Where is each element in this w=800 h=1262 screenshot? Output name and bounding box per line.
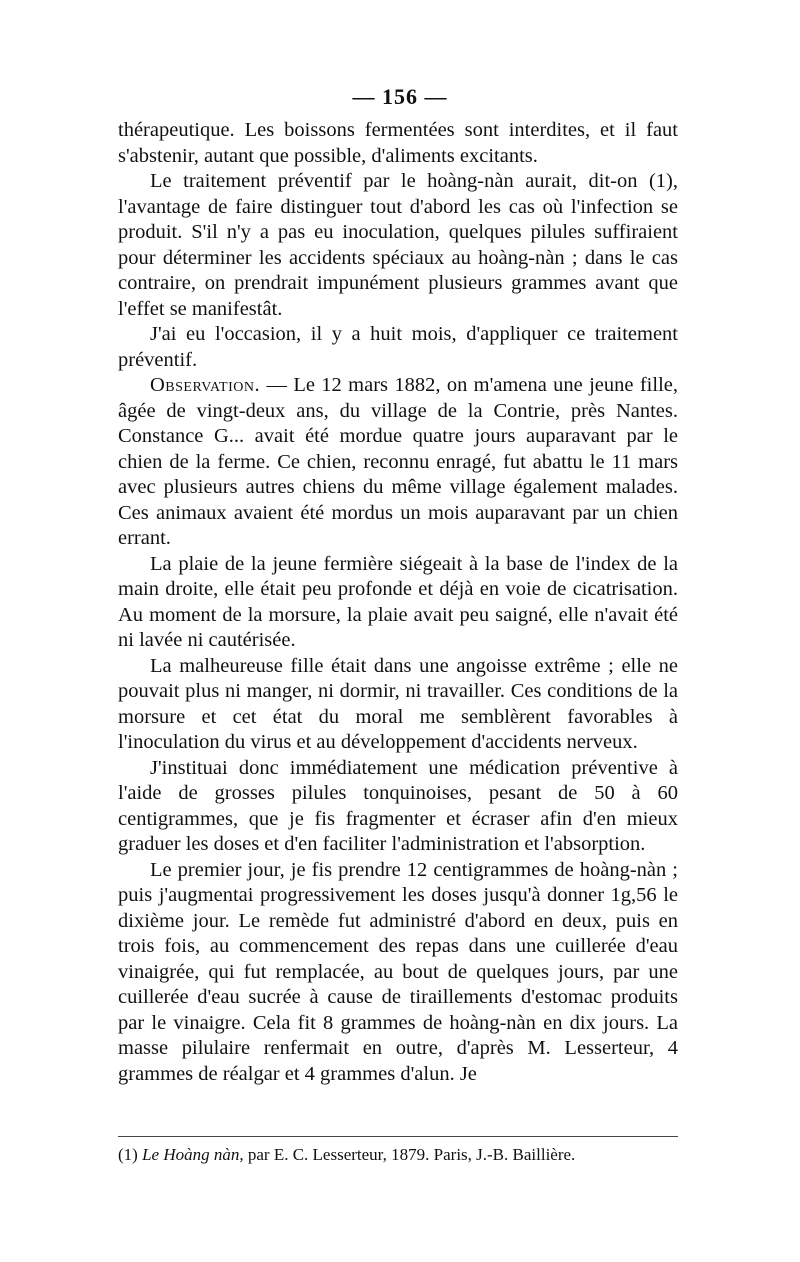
page-number: — 156 — [352, 84, 448, 109]
paragraph-observation [118, 373, 678, 552]
paragraph-2: Le traitement préventif par le hoàng-nàn aurait, dit-on (1), l'avantage de faire distinguer tout d'abord les cas où l'infection se produit. S'il n'y a pas eu inoculation, quelques pilules suffiraient pour déterminer les accidents spéciaux au hoàng-nàn ; dans le cas contraire, on prendrait impunément plusieurs grammes avant que l'effet se manifestât. [118, 170, 678, 320]
observation-label: Observation. [150, 374, 261, 396]
paragraph-6: La malheureuse fille était dans une angoisse extrême ; elle ne pouvait plus ni manger, ni dormir, ni travailler. Ces conditions de la morsure et cet état du moral me semblèrent favorables à l'inoculation du virus et au développement d'accidents nerveux. [118, 654, 678, 753]
footnote [118, 1144, 678, 1166]
paragraph-5: La plaie de la jeune fermière siégeait à la base de l'index de la main droite, elle était peu profonde et déjà en voie de cicatrisation. Au moment de la morsure, la plaie avait peu saigné, elle n'avait été ni lavée ni cautérisée. [118, 552, 678, 651]
footnote-divider [118, 1136, 678, 1137]
footnote-title: Le Hoàng nàn, [142, 1145, 244, 1164]
footnote-reference: par E. C. Lesserteur, 1879. Paris, J.-B. Baillière. [243, 1145, 576, 1164]
footnote-marker: (1) [118, 1145, 138, 1164]
observation-text: — Le 12 mars 1882, on m'amena une jeune fille, âgée de vingt-deux ans, du village de la Contrie, près Nantes. Constance G... avait été mordue quatre jours auparavant par le chien de la ferme. Ce chien, reconnu enragé, fut abattu le 11 mars avec plusieurs autres chiens du même village également malades. Ces animaux avaient été mordus un mois auparavant par un chien errant. [118, 374, 678, 549]
paragraph-3: J'ai eu l'occasion, il y a huit mois, d'appliquer ce traitement préventif. [118, 323, 678, 371]
body-text [118, 118, 678, 1087]
paragraph-1: thérapeutique. Les boissons fermentées sont interdites, et il faut s'abstenir, autant que possible, d'aliments excitants. [118, 119, 678, 167]
paragraph-8: Le premier jour, je fis prendre 12 centigrammes de hoàng-nàn ; puis j'augmentai progressivement les doses jusqu'à donner 1g,56 le dixième jour. Le remède fut administré d'abord en deux, puis en trois fois, au commencement des repas dans une cuillerée d'eau vinaigrée, qui fut remplacée, au bout de quelques jours, par une cuillerée d'eau sucrée à cause de tiraillements d'estomac produits par le vinaigre. Cela fit 8 grammes de hoàng-nàn en dix jours. La masse pilulaire renfermait en outre, d'après M. Lesserteur, 4 grammes de réalgar et 4 grammes d'alun. Je [118, 858, 678, 1085]
paragraph-7: J'instituai donc immédiatement une médication préventive à l'aide de grosses pilules tonquinoises, pesant de 50 à 60 centigrammes, que je fis fragmenter et écraser afin d'en mieux graduer les doses et d'en faciliter l'administration et l'absorption. [118, 756, 678, 855]
